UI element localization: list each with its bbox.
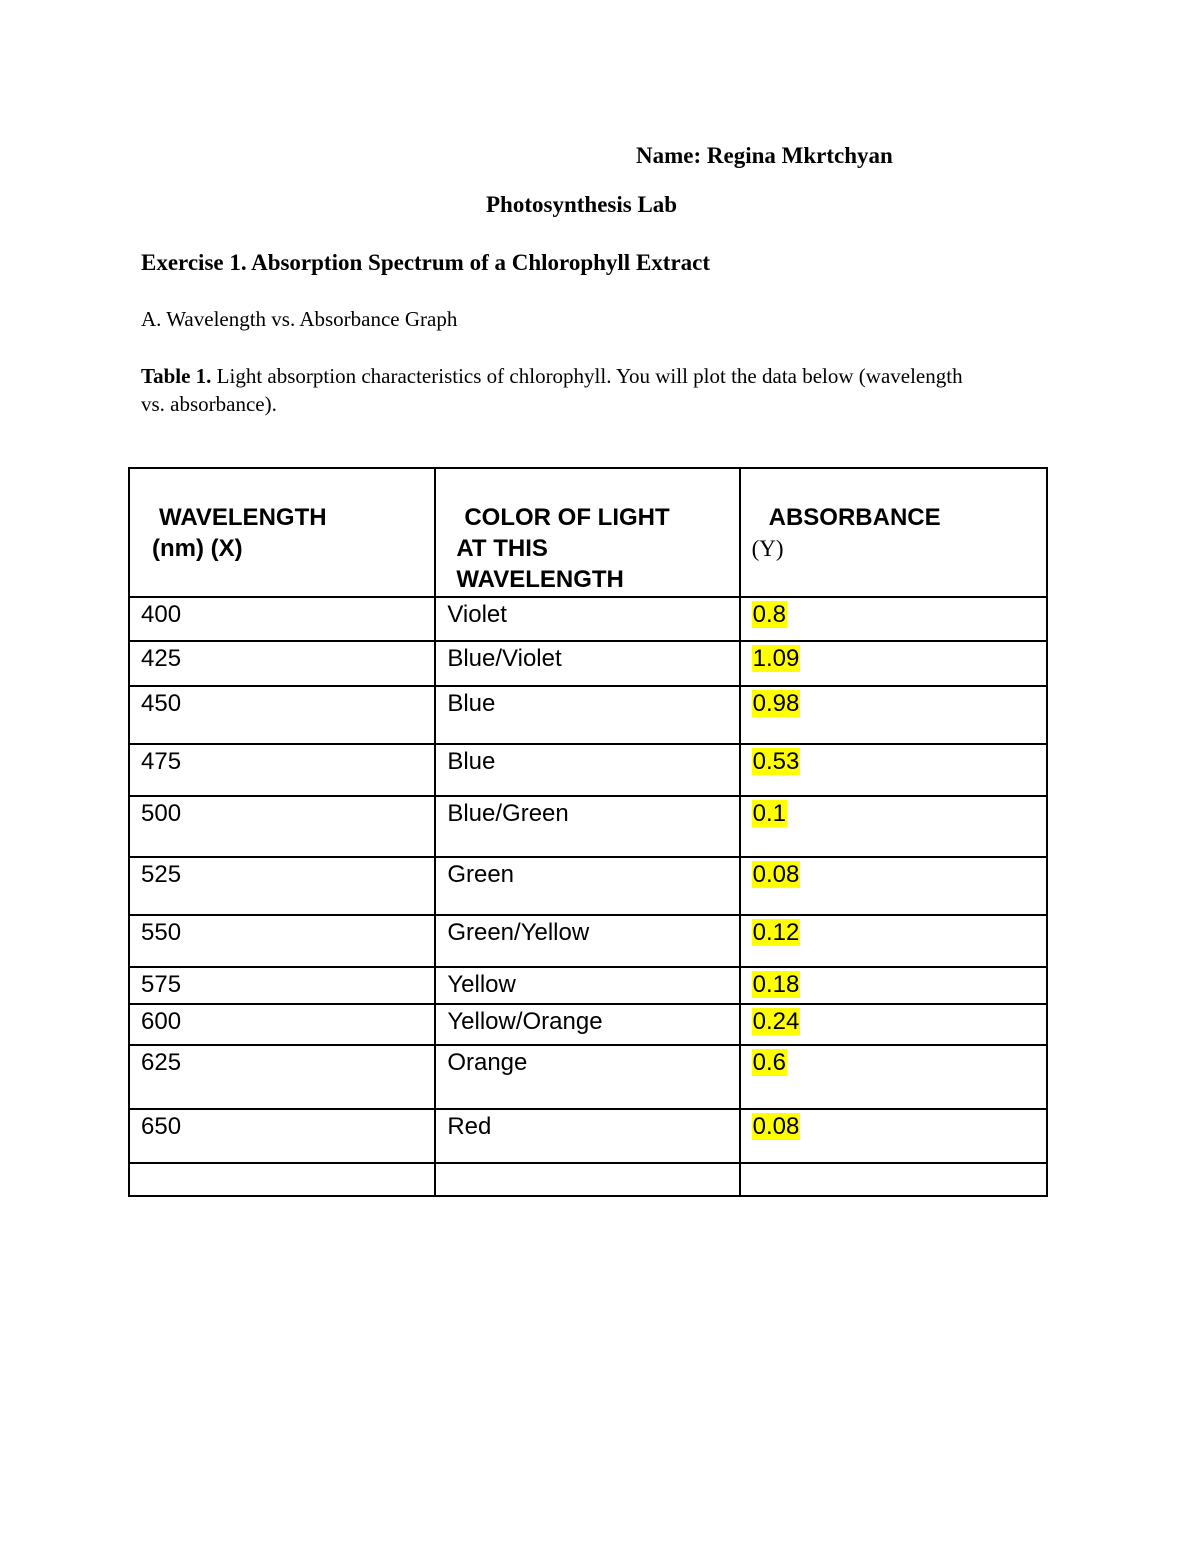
wavelength-cell-text: 425 [141, 645, 182, 672]
table-row [129, 641, 1047, 686]
color-cell [435, 915, 739, 967]
color-cell-text: Yellow/Orange [447, 1008, 603, 1035]
wavelength-cell-text: 500 [141, 800, 182, 827]
absorbance-table [128, 467, 1048, 1197]
absorbance-cell [740, 597, 1047, 641]
absorbance-cell-text: 0.6 [752, 1049, 786, 1076]
header-absorbance-line2: (Y) [751, 536, 784, 561]
color-cell [435, 744, 739, 796]
wavelength-cell-text: 400 [141, 601, 182, 628]
wavelength-cell [129, 967, 435, 1004]
color-cell [435, 641, 739, 686]
color-cell [435, 967, 739, 1004]
wavelength-cell-text: 575 [141, 971, 182, 998]
absorbance-cell-text: 0.1 [752, 800, 786, 827]
color-cell [435, 796, 739, 857]
wavelength-cell-text: 550 [141, 919, 182, 946]
wavelength-cell [129, 597, 435, 641]
absorbance-cell-text: 1.09 [752, 645, 800, 672]
color-cell [435, 1163, 739, 1196]
wavelength-cell [129, 915, 435, 967]
table-row [129, 857, 1047, 915]
absorbance-cell-text: 0.98 [752, 690, 800, 717]
absorbance-cell [740, 686, 1047, 744]
absorbance-cell [740, 1004, 1047, 1045]
color-cell [435, 857, 739, 915]
wavelength-cell-text: 450 [141, 690, 182, 717]
wavelength-cell-text: 600 [141, 1008, 182, 1035]
table-caption-label: Table 1. [141, 364, 212, 388]
color-cell [435, 597, 739, 641]
color-cell-text: Red [447, 1113, 492, 1140]
table-row [129, 796, 1047, 857]
absorbance-cell [740, 744, 1047, 796]
table-caption-text: Light absorption characteristics of chlorophyll. You will plot the data below (wavelength vs. absorbance). [141, 364, 963, 416]
wavelength-cell [129, 796, 435, 857]
color-cell-text: Yellow [447, 971, 516, 998]
header-wavelength [129, 468, 435, 597]
header-wavelength-line1: WAVELENGTH [159, 504, 327, 531]
color-cell-text: Violet [447, 601, 507, 628]
wavelength-cell [129, 1045, 435, 1109]
table-header-row [129, 468, 1047, 597]
color-cell-text: Blue [447, 748, 496, 775]
absorbance-cell-text: 0.24 [752, 1008, 800, 1035]
absorbance-cell [740, 796, 1047, 857]
color-cell-text: Green/Yellow [447, 919, 590, 946]
absorbance-cell [740, 1109, 1047, 1163]
table-row [129, 744, 1047, 796]
absorbance-cell-text: 0.8 [752, 601, 786, 628]
absorbance-cell-text: 0.53 [752, 748, 800, 775]
header-color-line3: WAVELENGTH [456, 566, 624, 593]
exercise-heading: Exercise 1. Absorption Spectrum of a Chlorophyll Extract [141, 250, 711, 275]
color-cell-text: Orange [447, 1049, 528, 1076]
header-color [435, 468, 739, 597]
absorbance-cell [740, 1045, 1047, 1109]
absorbance-cell [740, 857, 1047, 915]
wavelength-cell-text: 625 [141, 1049, 182, 1076]
absorbance-cell-text: 0.12 [752, 919, 800, 946]
table-row [129, 1045, 1047, 1109]
wavelength-cell [129, 857, 435, 915]
wavelength-cell [129, 744, 435, 796]
wavelength-cell [129, 641, 435, 686]
color-cell-text: Blue/Violet [447, 645, 562, 672]
color-cell-text: Green [447, 861, 515, 888]
wavelength-cell-text: 475 [141, 748, 182, 775]
wavelength-cell-text: 525 [141, 861, 182, 888]
absorbance-cell-text: 0.08 [752, 1113, 800, 1140]
header-color-line1: COLOR OF LIGHT [464, 504, 670, 531]
table-row [129, 597, 1047, 641]
header-wavelength-line2: (nm) (X) [152, 535, 243, 562]
table-row [129, 967, 1047, 1004]
absorbance-cell-text: 0.18 [752, 971, 800, 998]
absorbance-cell [740, 967, 1047, 1004]
wavelength-cell-text: 650 [141, 1113, 182, 1140]
table-row [129, 686, 1047, 744]
student-name: Name: Regina Mkrtchyan [636, 143, 893, 168]
header-absorbance [740, 468, 1047, 597]
header-color-line2: AT THIS [456, 535, 548, 562]
absorbance-cell [740, 915, 1047, 967]
table-caption [141, 362, 971, 418]
table-row [129, 1163, 1047, 1196]
color-cell-text: Blue [447, 690, 496, 717]
color-cell [435, 1109, 739, 1163]
absorbance-cell-text: 0.08 [752, 861, 800, 888]
color-cell [435, 686, 739, 744]
color-cell [435, 1004, 739, 1045]
absorbance-cell [740, 641, 1047, 686]
wavelength-cell [129, 1163, 435, 1196]
header-absorbance-line1: ABSORBANCE [768, 504, 941, 531]
color-cell [435, 1045, 739, 1109]
wavelength-cell [129, 1004, 435, 1045]
wavelength-cell [129, 686, 435, 744]
absorbance-cell [740, 1163, 1047, 1196]
document-title: Photosynthesis Lab [486, 192, 678, 217]
table-row [129, 1109, 1047, 1163]
table-row [129, 1004, 1047, 1045]
wavelength-cell [129, 1109, 435, 1163]
table-row [129, 915, 1047, 967]
color-cell-text: Blue/Green [447, 800, 569, 827]
section-label: A. Wavelength vs. Absorbance Graph [141, 307, 458, 331]
